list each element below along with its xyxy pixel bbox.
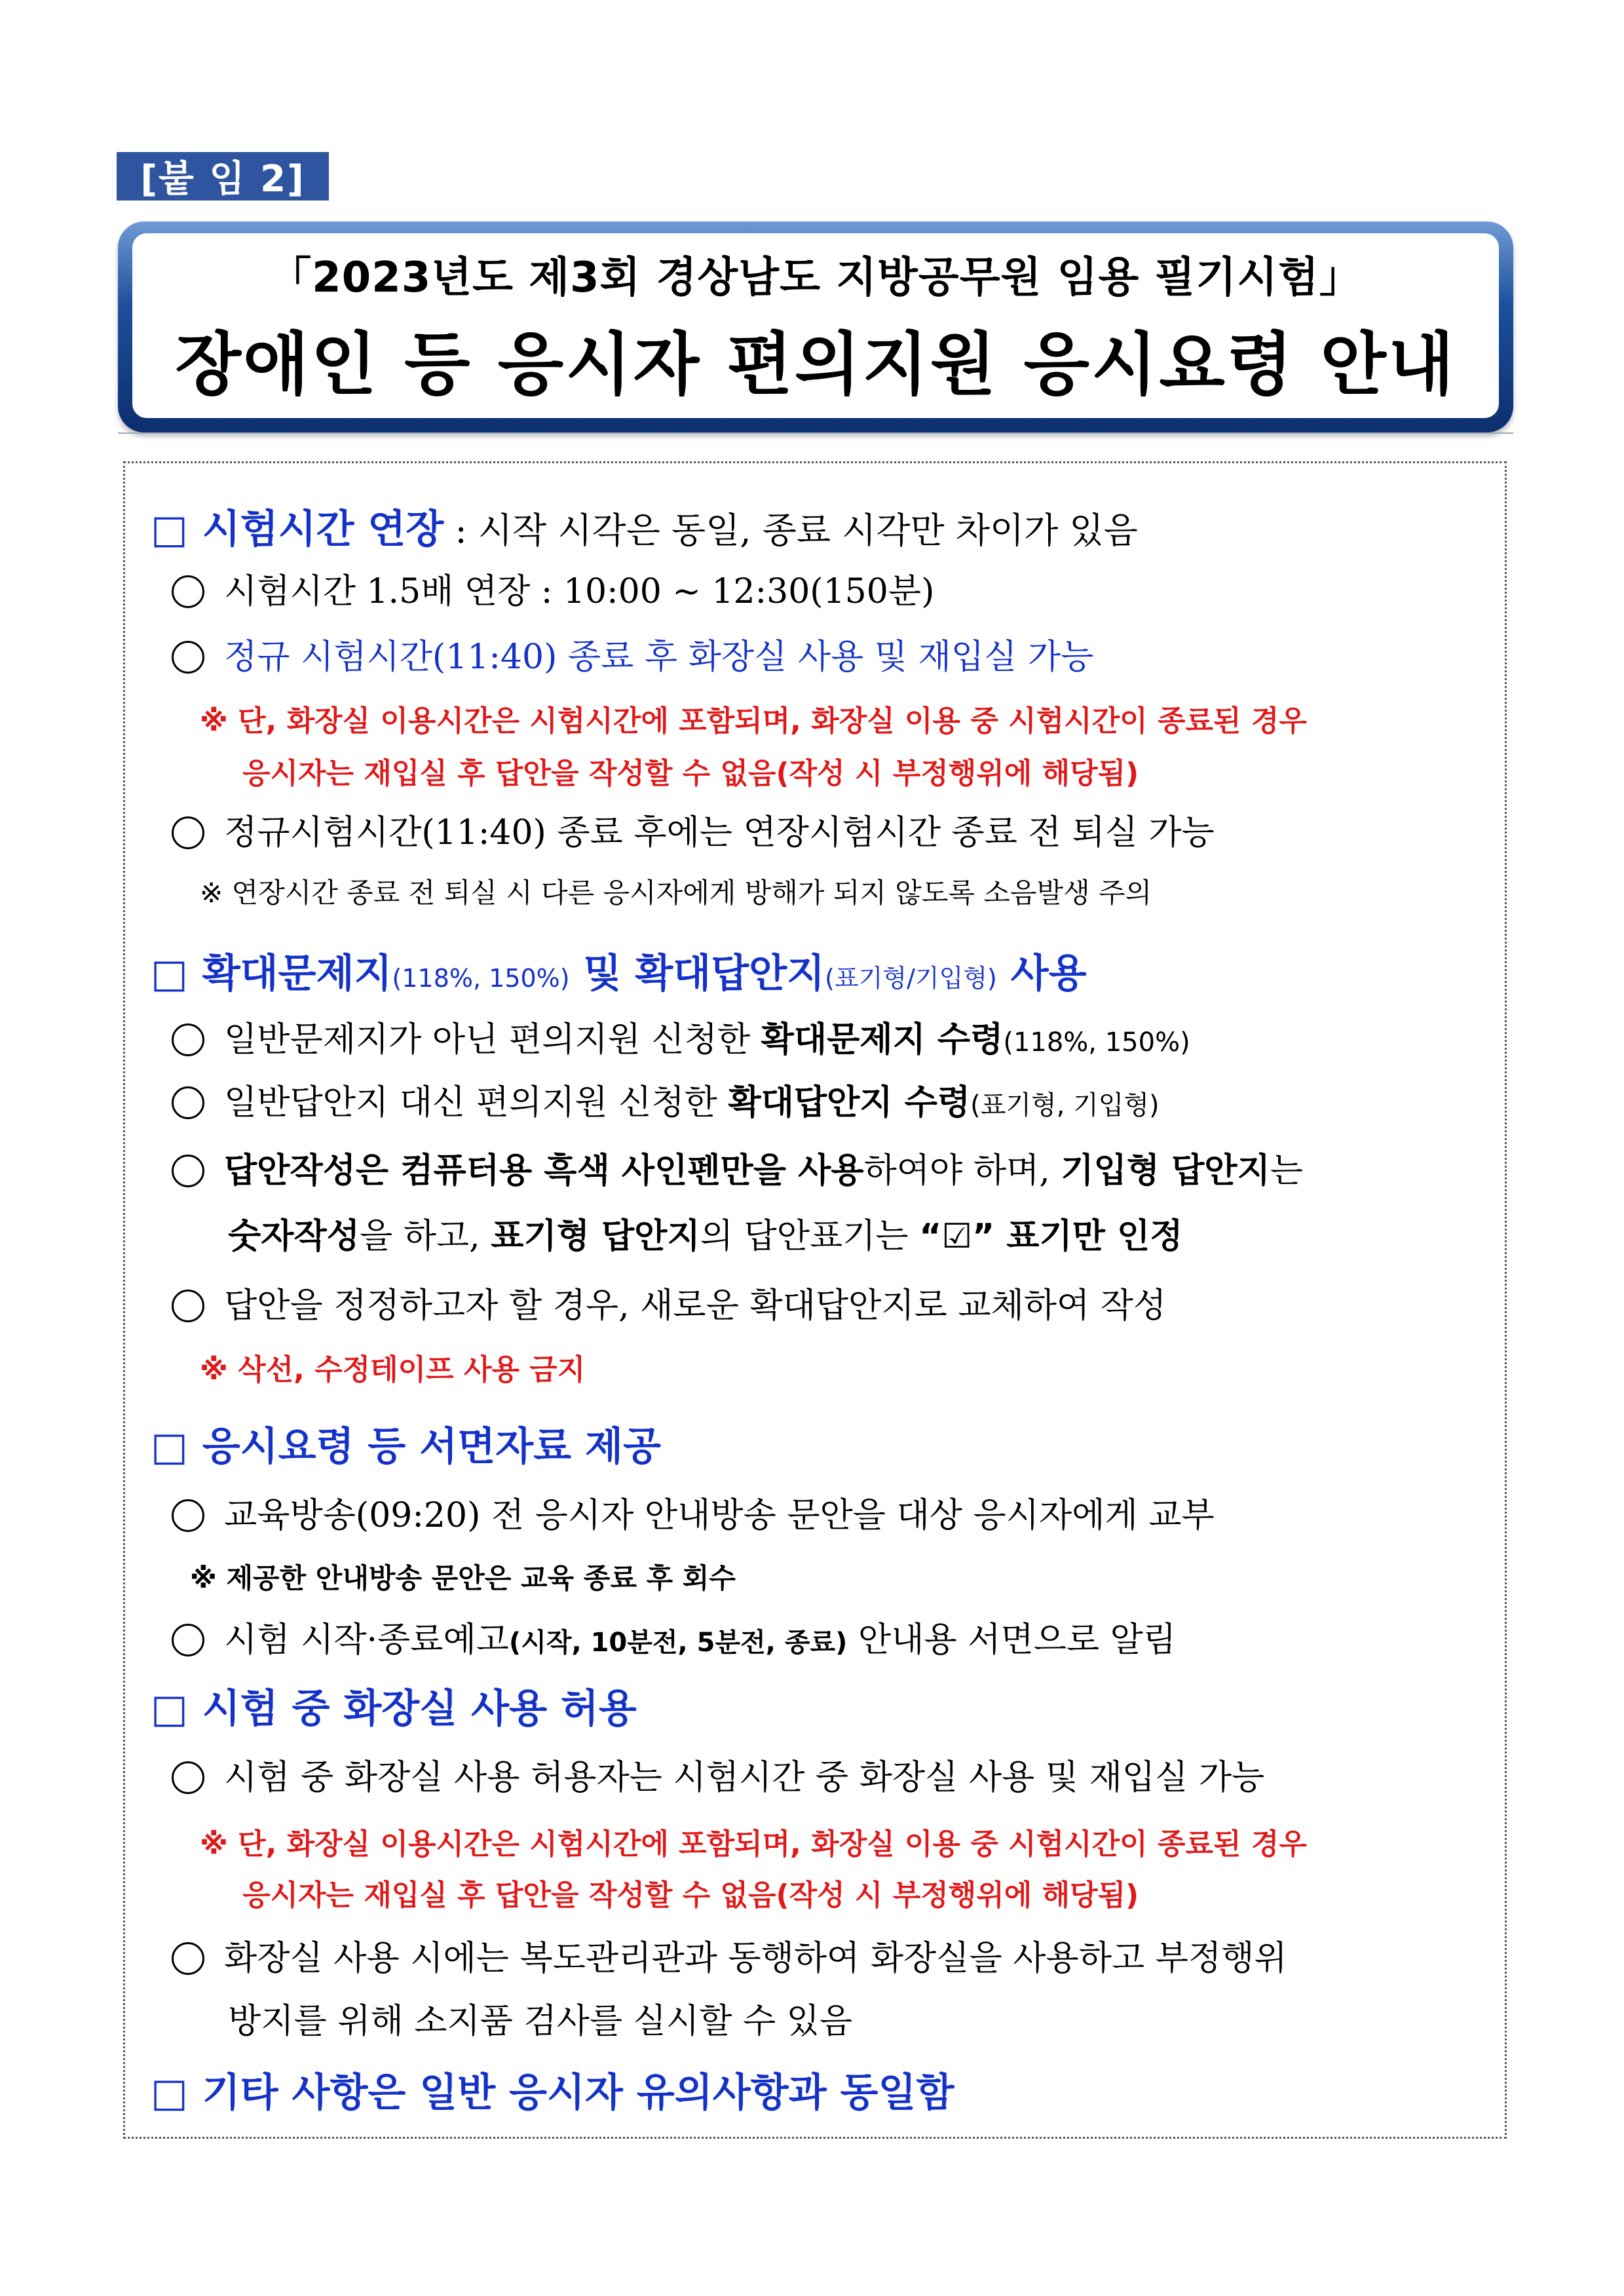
section-heading-other: □ 기타 사항은 일반 응시자 유의사항과 동일함: [151, 2070, 954, 2116]
circle-bullet-icon: [172, 1290, 204, 1322]
square-bullet-icon: □: [151, 951, 188, 997]
circle-bullet-icon: [172, 1086, 204, 1119]
title-banner-inner: [132, 233, 1499, 418]
list-item: 시험시간 1.5배 연장 : 10:00 ~ 12:30(150분): [172, 564, 934, 613]
circle-bullet-icon: [172, 1024, 204, 1056]
square-bullet-icon: □: [151, 2070, 188, 2116]
list-item: 일반답안지 대신 편의지원 신청한 확대답안지 수령(표기형, 기입형): [172, 1075, 1160, 1124]
warning-note: ※ 삭선, 수정테이프 사용 금지: [200, 1353, 586, 1387]
note: ※ 제공한 안내방송 문안은 교육 종료 후 회수: [190, 1562, 736, 1594]
note: ※ 연장시간 종료 전 퇴실 시 다른 응시자에게 방해가 되지 않도록 소음발생 주의: [200, 877, 1152, 909]
section-heading-restroom-use: □ 시험 중 화장실 사용 허용: [151, 1686, 637, 1732]
list-item: 답안을 정정하고자 할 경우, 새로운 확대답안지로 교체하여 작성: [172, 1278, 1166, 1327]
circle-bullet-icon: [172, 1942, 204, 1975]
list-item: 시험 시작·종료예고(시작, 10분전, 5분전, 종료) 안내용 서면으로 알림: [172, 1612, 1176, 1661]
warning-note-continued: 응시자는 재입실 후 답안을 작성할 수 없음(작성 시 부정행위에 해당됨): [242, 757, 1139, 790]
square-bullet-icon: □: [151, 1424, 188, 1470]
document-title: 장애인 등 응시자 편의지원 응시요령 안내: [175, 324, 1456, 404]
list-item: 교육방송(09:20) 전 응시자 안내방송 문안을 대상 응시자에게 교부: [172, 1487, 1215, 1537]
circle-bullet-icon: [172, 1624, 204, 1656]
title-banner: [118, 221, 1513, 432]
section-heading-time-extension: □ 시험시간 연장 : 시작 시각은 동일, 종료 시각만 차이가 있음: [151, 507, 1138, 552]
circle-bullet-icon: [172, 1761, 204, 1794]
list-item: 시험 중 화장실 사용 허용자는 시험시간 중 화장실 사용 및 재입실 가능: [172, 1750, 1264, 1799]
square-bullet-icon: □: [151, 1686, 188, 1732]
warning-note-continued: 응시자는 재입실 후 답안을 작성할 수 없음(작성 시 부정행위에 해당됨): [242, 1879, 1139, 1912]
list-item: 정규시험시간(11:40) 종료 후에는 연장시험시간 종료 전 퇴실 가능: [172, 805, 1215, 854]
section-heading-enlarged-papers: □ 확대문제지(118%, 150%) 및 확대답안지(표기형/기입형) 사용: [151, 951, 1087, 997]
list-item: 일반문제지가 아닌 편의지원 신청한 확대문제지 수령(118%, 150%): [172, 1012, 1190, 1061]
attachment-label: [붙 임 2]: [117, 152, 329, 201]
circle-bullet-icon: [172, 1155, 204, 1187]
warning-note: ※ 단, 화장실 이용시간은 시험시간에 포함되며, 화장실 이용 중 시험시간이 종료된 경우: [200, 1827, 1307, 1861]
warning-note: ※ 단, 화장실 이용시간은 시험시간에 포함되며, 화장실 이용 중 시험시간이 종료된 경우: [200, 704, 1307, 738]
circle-bullet-icon: [172, 641, 204, 674]
circle-bullet-icon: [172, 575, 204, 608]
section-heading-written-materials: □ 응시요령 등 서면자료 제공: [151, 1424, 661, 1470]
list-item: 답안작성은 컴퓨터용 흑색 사인펜만을 사용하여야 하며, 기입형 답안지는: [172, 1143, 1303, 1192]
square-bullet-icon: □: [151, 507, 188, 552]
banner-divider: [118, 432, 1513, 434]
circle-bullet-icon: [172, 1499, 204, 1532]
list-item: 정규 시험시간(11:40) 종료 후 화장실 사용 및 재입실 가능: [172, 629, 1093, 678]
list-item: 화장실 사용 시에는 복도관리관과 동행하여 화장실을 사용하고 부정행위: [172, 1930, 1287, 1980]
list-item-continued: 숫자작성을 하고, 표기형 답안지의 답안표기는 “☑” 표기만 인정: [228, 1217, 1183, 1256]
list-item-continued: 방지를 위해 소지품 검사를 실시할 수 있음: [228, 2002, 853, 2041]
document-subtitle: 「2023년도 제3회 경상남도 지방공무원 임용 필기시험」: [269, 254, 1362, 302]
circle-bullet-icon: [172, 816, 204, 849]
checkmark-rule: “☑” 표기만 인정: [919, 1217, 1183, 1256]
